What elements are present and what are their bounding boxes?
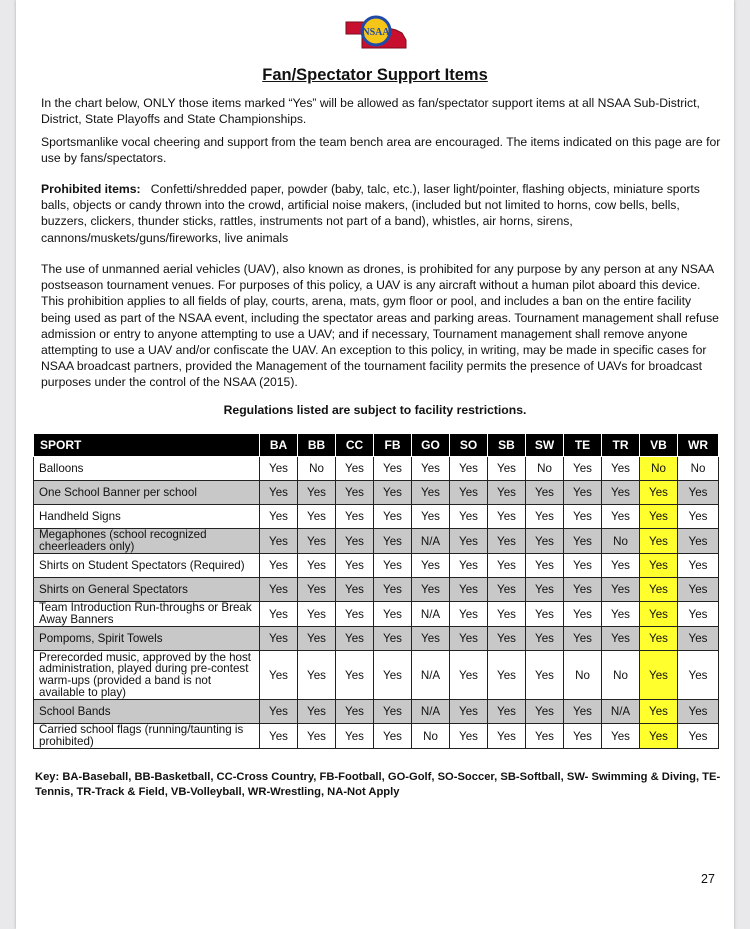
table-row <box>34 700 719 724</box>
value-cell: Yes <box>374 529 412 554</box>
value-cell: Yes <box>488 602 526 627</box>
value-cell: Yes <box>678 529 719 554</box>
value-cell: Yes <box>602 457 640 481</box>
column-header: TE <box>564 434 602 457</box>
value-cell: Yes <box>602 505 640 529</box>
value-cell: Yes <box>260 529 298 554</box>
value-cell: Yes <box>374 700 412 724</box>
value-cell: Yes <box>298 651 336 700</box>
value-cell: Yes <box>260 724 298 749</box>
value-cell: Yes <box>374 627 412 651</box>
value-cell: Yes <box>640 602 678 627</box>
sport-item-cell: Carried school flags (running/taunting is prohibited) <box>34 724 260 749</box>
uav-policy-paragraph: The use of unmanned aerial vehicles (UAV), also known as drones, is prohibited for any purpose by any person at any NSAA postseason tournament venues. For purposes of this policy, a UAV is any aircraft without a human pilot aboard this device. This prohibition applies to all fields of play, courts, arena, mats, gym floor or pool, and includes a ban on the entire facility being used as part of the NSAA event, including the spectator areas and parking areas. Tournament management shall refuse admission or entry to anyone attempting to use a UAV; and if necessary, Tournament management shall remove anyone attempting to use a UAV and/or confiscate the UAV. An exception to this policy, in writing, may be made in specific cases for NSAA broadcast partners, provided the Management of the tournament facility permits the presence of UAVs for broadcast purposes under the control of the NSAA (2015). <box>41 262 719 390</box>
value-cell: Yes <box>374 457 412 481</box>
value-cell: Yes <box>336 578 374 602</box>
value-cell: Yes <box>450 481 488 505</box>
value-cell: Yes <box>412 578 450 602</box>
value-cell: Yes <box>678 505 719 529</box>
table-row <box>34 724 719 749</box>
value-cell: Yes <box>450 700 488 724</box>
table-header-row <box>34 434 719 457</box>
value-cell: Yes <box>488 627 526 651</box>
value-cell: Yes <box>488 481 526 505</box>
value-cell: Yes <box>336 627 374 651</box>
table-row <box>34 602 719 627</box>
value-cell: Yes <box>260 505 298 529</box>
value-cell: Yes <box>336 651 374 700</box>
table-row <box>34 529 719 554</box>
value-cell: Yes <box>374 578 412 602</box>
value-cell: Yes <box>678 554 719 578</box>
value-cell: Yes <box>450 505 488 529</box>
value-cell: Yes <box>260 578 298 602</box>
value-cell: Yes <box>526 724 564 749</box>
value-cell: Yes <box>260 700 298 724</box>
value-cell: Yes <box>602 554 640 578</box>
value-cell: Yes <box>488 529 526 554</box>
value-cell: Yes <box>564 578 602 602</box>
sport-item-cell: Team Introduction Run-throughs or Break Away Banners <box>34 602 260 627</box>
value-cell: Yes <box>260 481 298 505</box>
table-row <box>34 627 719 651</box>
column-header: VB <box>640 434 678 457</box>
value-cell: Yes <box>336 602 374 627</box>
value-cell: Yes <box>488 700 526 724</box>
value-cell: Yes <box>526 627 564 651</box>
value-cell: Yes <box>336 505 374 529</box>
value-cell: Yes <box>412 505 450 529</box>
value-cell: Yes <box>260 602 298 627</box>
value-cell: Yes <box>336 481 374 505</box>
value-cell: Yes <box>678 481 719 505</box>
column-header: BB <box>298 434 336 457</box>
table-row <box>34 505 719 529</box>
value-cell: Yes <box>488 651 526 700</box>
sport-item-cell: Shirts on Student Spectators (Required) <box>34 554 260 578</box>
table-body <box>34 457 719 749</box>
table-row <box>34 578 719 602</box>
value-cell: Yes <box>450 627 488 651</box>
value-cell: Yes <box>678 602 719 627</box>
column-header: GO <box>412 434 450 457</box>
value-cell: Yes <box>526 529 564 554</box>
sport-item-cell: Shirts on General Spectators <box>34 578 260 602</box>
page-number: 27 <box>701 872 715 886</box>
document-page <box>16 0 734 929</box>
value-cell: Yes <box>488 724 526 749</box>
value-cell: Yes <box>564 457 602 481</box>
value-cell: Yes <box>336 457 374 481</box>
value-cell: Yes <box>564 505 602 529</box>
column-header: SPORT <box>34 434 260 457</box>
value-cell: Yes <box>678 578 719 602</box>
column-header: TR <box>602 434 640 457</box>
value-cell: Yes <box>336 724 374 749</box>
value-cell: Yes <box>488 457 526 481</box>
sport-item-cell: Megaphones (school recognized cheerleaders only) <box>34 529 260 554</box>
value-cell: Yes <box>450 529 488 554</box>
value-cell: Yes <box>260 651 298 700</box>
value-cell: Yes <box>564 724 602 749</box>
value-cell: Yes <box>488 505 526 529</box>
value-cell: Yes <box>298 529 336 554</box>
value-cell: Yes <box>412 627 450 651</box>
value-cell: No <box>602 529 640 554</box>
column-header: WR <box>678 434 719 457</box>
value-cell: Yes <box>488 578 526 602</box>
value-cell: No <box>412 724 450 749</box>
value-cell: Yes <box>526 578 564 602</box>
value-cell: Yes <box>336 700 374 724</box>
value-cell: Yes <box>374 651 412 700</box>
value-cell: N/A <box>412 651 450 700</box>
value-cell: N/A <box>412 602 450 627</box>
value-cell: Yes <box>412 554 450 578</box>
sport-item-cell: Balloons <box>34 457 260 481</box>
value-cell: Yes <box>640 578 678 602</box>
value-cell: Yes <box>260 554 298 578</box>
value-cell: Yes <box>336 529 374 554</box>
value-cell: Yes <box>412 457 450 481</box>
value-cell: Yes <box>564 481 602 505</box>
sport-item-cell: Pompoms, Spirit Towels <box>34 627 260 651</box>
sport-item-cell: School Bands <box>34 700 260 724</box>
nsaa-logo <box>344 14 408 52</box>
value-cell: Yes <box>298 700 336 724</box>
value-cell: Yes <box>526 700 564 724</box>
value-cell: Yes <box>526 505 564 529</box>
value-cell: No <box>564 651 602 700</box>
value-cell: Yes <box>298 505 336 529</box>
value-cell: Yes <box>336 554 374 578</box>
column-header: CC <box>336 434 374 457</box>
support-items-table <box>33 433 719 749</box>
value-cell: Yes <box>602 602 640 627</box>
column-header: SO <box>450 434 488 457</box>
intro-paragraph: In the chart below, ONLY those items marked “Yes” will be allowed as fan/spectator support items at all NSAA Sub-District, District, State Playoffs and State Championships. <box>41 96 700 127</box>
value-cell: Yes <box>564 554 602 578</box>
value-cell: Yes <box>602 578 640 602</box>
value-cell: Yes <box>450 724 488 749</box>
value-cell: Yes <box>602 724 640 749</box>
column-header: BA <box>260 434 298 457</box>
value-cell: No <box>526 457 564 481</box>
prohibited-items-text: Confetti/shredded paper, powder (baby, talc, etc.), laser light/pointer, flashing objects, miniature sports balls, objects or candy thrown into the crowd, artificial noise makers, (included but not limited to horns, cow bells, bells, buzzers, clickers, thunder sticks, rattles, instruments not part of a band), whistles, air horns, sirens, cannons/muskets/guns/fireworks, live animals <box>41 182 700 245</box>
cheering-paragraph: Sportsmanlike vocal cheering and support from the team bench area are encouraged. The items indicated on this page are for use by fans/spectators. <box>41 135 721 166</box>
value-cell: Yes <box>374 724 412 749</box>
value-cell: Yes <box>526 602 564 627</box>
value-cell: Yes <box>298 627 336 651</box>
value-cell: No <box>602 651 640 700</box>
value-cell: Yes <box>564 529 602 554</box>
value-cell: Yes <box>412 481 450 505</box>
prohibited-items-label: Prohibited items: <box>41 182 141 196</box>
value-cell: Yes <box>640 651 678 700</box>
value-cell: Yes <box>678 724 719 749</box>
column-header: SB <box>488 434 526 457</box>
column-header: SW <box>526 434 564 457</box>
value-cell: Yes <box>450 651 488 700</box>
value-cell: Yes <box>260 457 298 481</box>
sport-abbreviation-key: Key: BA-Baseball, BB-Basketball, CC-Cross Country, FB-Football, GO-Golf, SO-Soccer, SB-Softball, SW- Swimming & Diving, TE-Tennis, TR-Track & Field, VB-Volleyball, WR-Wrestling, NA-Not Apply <box>35 771 721 798</box>
sport-item-cell: Handheld Signs <box>34 505 260 529</box>
facility-restrictions-note: Regulations listed are subject to facility restrictions. <box>223 403 527 417</box>
value-cell: Yes <box>640 481 678 505</box>
logo-text: NSAA <box>362 27 390 38</box>
value-cell: Yes <box>526 481 564 505</box>
value-cell: Yes <box>678 651 719 700</box>
sport-item-cell: One School Banner per school <box>34 481 260 505</box>
value-cell: Yes <box>602 481 640 505</box>
value-cell: Yes <box>298 554 336 578</box>
value-cell: Yes <box>678 700 719 724</box>
table-row <box>34 554 719 578</box>
value-cell: Yes <box>450 602 488 627</box>
value-cell: Yes <box>450 457 488 481</box>
value-cell: Yes <box>526 651 564 700</box>
value-cell: Yes <box>640 627 678 651</box>
table-row <box>34 481 719 505</box>
value-cell: Yes <box>298 481 336 505</box>
value-cell: Yes <box>564 627 602 651</box>
table-row <box>34 651 719 700</box>
value-cell: No <box>640 457 678 481</box>
value-cell: Yes <box>602 627 640 651</box>
value-cell: Yes <box>450 578 488 602</box>
value-cell: Yes <box>450 554 488 578</box>
value-cell: Yes <box>298 724 336 749</box>
value-cell: No <box>678 457 719 481</box>
value-cell: N/A <box>412 529 450 554</box>
value-cell: Yes <box>526 554 564 578</box>
value-cell: Yes <box>640 529 678 554</box>
value-cell: Yes <box>298 578 336 602</box>
column-header: FB <box>374 434 412 457</box>
page-title: Fan/Spectator Support Items <box>262 66 488 84</box>
value-cell: Yes <box>374 505 412 529</box>
value-cell: Yes <box>640 724 678 749</box>
value-cell: Yes <box>640 700 678 724</box>
prohibited-items-paragraph <box>41 181 721 246</box>
value-cell: Yes <box>374 481 412 505</box>
value-cell: N/A <box>602 700 640 724</box>
value-cell: No <box>298 457 336 481</box>
value-cell: Yes <box>640 554 678 578</box>
value-cell: Yes <box>374 554 412 578</box>
value-cell: Yes <box>374 602 412 627</box>
value-cell: Yes <box>678 627 719 651</box>
value-cell: N/A <box>412 700 450 724</box>
table-row <box>34 457 719 481</box>
value-cell: Yes <box>564 700 602 724</box>
sport-item-cell: Prerecorded music, approved by the host administration, played during pre-contest warm-ups (provided a band is not available to play) <box>34 651 260 700</box>
value-cell: Yes <box>488 554 526 578</box>
value-cell: Yes <box>260 627 298 651</box>
value-cell: Yes <box>640 505 678 529</box>
value-cell: Yes <box>564 602 602 627</box>
value-cell: Yes <box>298 602 336 627</box>
